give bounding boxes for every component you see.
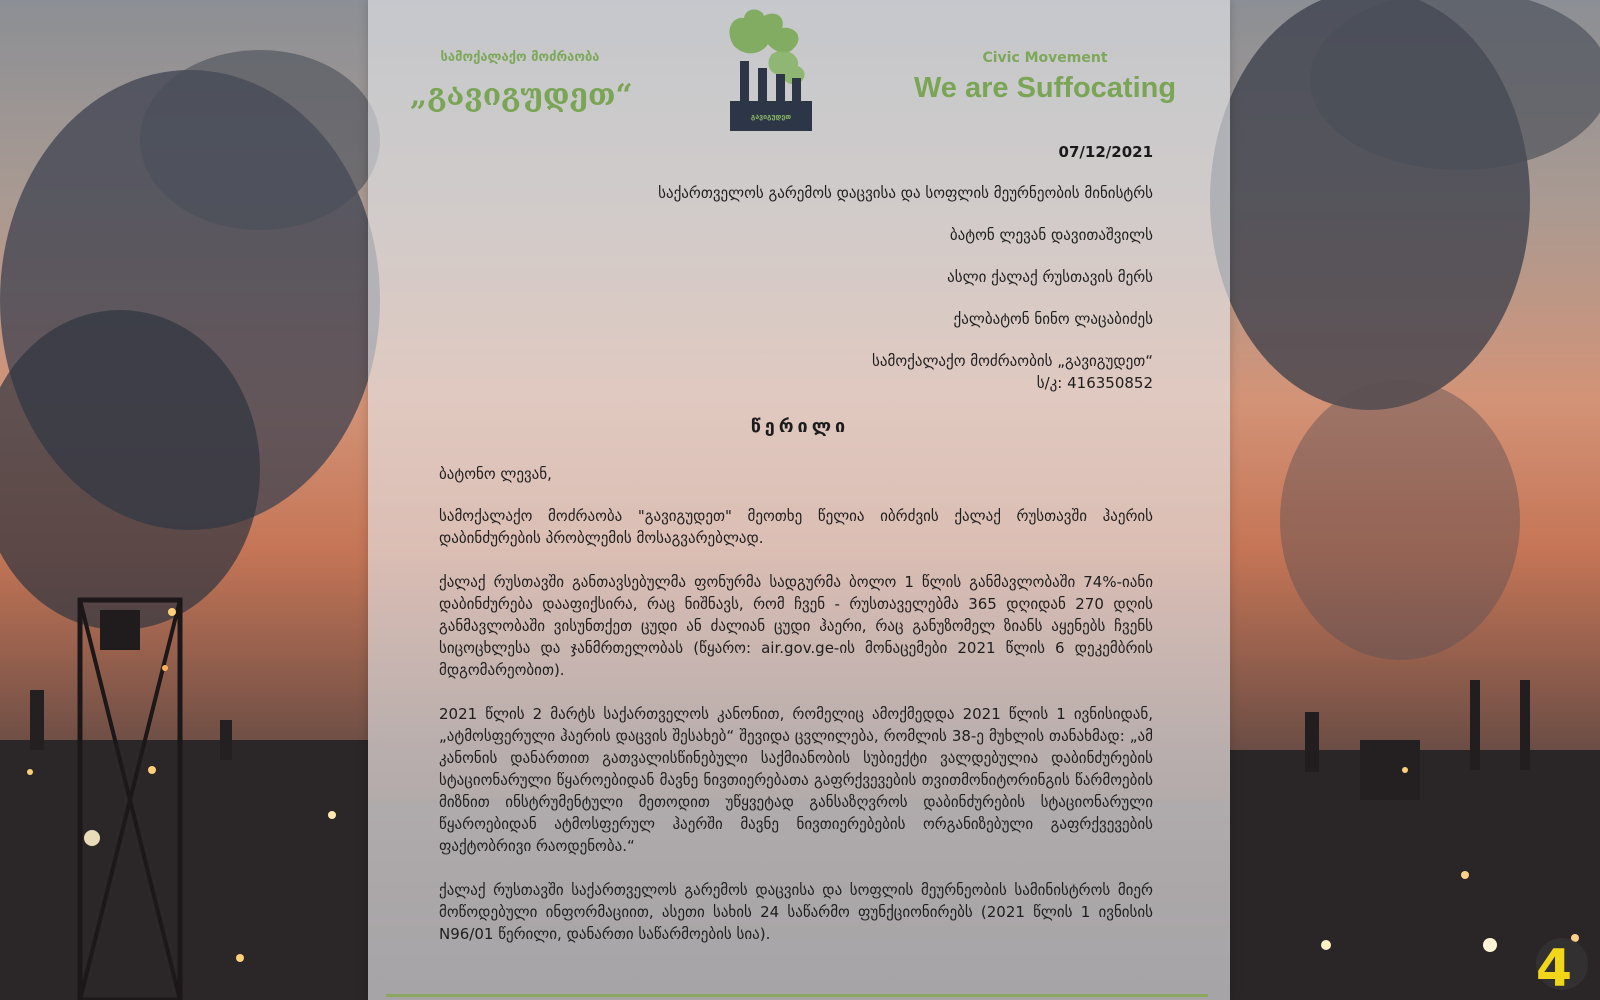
sender-id: ს/კ: 416350852 xyxy=(1036,374,1153,392)
recipient-line: საქართველოს გარემოს დაცვისა და სოფლის მეურნეობის მინისტრს xyxy=(658,184,1153,202)
watermark-number: 4 xyxy=(1535,939,1573,994)
header-left-subtitle: სამოქალაქო მოძრაობა xyxy=(440,50,600,65)
header-right-title: We are Suffocating xyxy=(913,72,1177,104)
paragraph: ქალაქ რუსთავში განთავსებულმა ფონურმა სადგურმა ბოლო 1 წლის განმავლობაში 74%-იანი დაბინძურება დააფიქსირა, რაც ნიშნავს, რომ ჩვენ - რუსთაველებმა 365 დღიდან 270 დღის განმავლობაში ვისუნთქეთ ცუდი ან ძალიან ცუდი ჰაერი, რაც განუზომელ ზიანს აყენებს ჩვენს სიცოცხლესა და ჯანმრთელობას (წყარო: air.gov.ge-ის მონაცემები 2021 წლის 6 დეკემბრის მდგომარეობით). xyxy=(439,573,1153,679)
letter-date: 07/12/2021 xyxy=(1058,143,1153,161)
logo-text: გავიგუდეთ xyxy=(750,113,792,121)
tv-channel-watermark xyxy=(1528,932,1588,994)
paragraph: სამოქალაქო მოძრაობა "გავიგუდეთ" მეოთხე წელია იბრძვის ქალაქ რუსთავში ჰაერის დაბინძურების პრობლემის მოსაგვარებლად. xyxy=(439,507,1153,547)
sender-line: სამოქალაქო მოძრაობის „გავიგუდეთ“ xyxy=(872,352,1153,370)
recipient-line: ასლი ქალაქ რუსთავის მერს xyxy=(947,268,1153,286)
factory-smoke-logo xyxy=(724,6,816,134)
paragraph: ქალაქ რუსთავში საქართველოს გარემოს დაცვისა და სოფლის მეურნეობის სამინისტროს მიერ მოწოდებული ინფორმაციით, ასეთი სახის 24 საწარმო ფუნქციონირებს (2021 წლის 1 ივნისის N96/01 წერილი, დანართი საწარმოების სია). xyxy=(439,881,1153,943)
bottom-divider xyxy=(386,994,1208,997)
recipient-line: ბატონ ლევან დავითაშვილს xyxy=(949,226,1153,244)
recipient-line: ქალბატონ ნინო ლაცაბიძეს xyxy=(953,310,1153,328)
header-left-title: „გავიგუდეთ“ xyxy=(410,78,633,113)
letter-title: წერილი xyxy=(750,416,850,437)
greeting: ბატონო ლევან, xyxy=(439,465,552,483)
header-right-subtitle: Civic Movement xyxy=(982,50,1108,66)
paragraph: 2021 წლის 2 მარტს საქართველოს კანონით, რომელიც ამოქმედდა 2021 წლის 1 ივნისიდან, „ატმოსფერული ჰაერის დაცვის შესახებ“ შევიდა ცვლილება, რომლის 38-ე მუხლის თანახმად: „ამ კანონის დანართით გათვალისწინებული საქმიანობის სუბიექტი ვალდებულია დაბინძურების სტაციონარული წყაროებიდან მავნე ნივთიერებათა გაფრქვევების თვითმონიტორინგის წარმოების მიზნით ინსტრუმენტული მეთოდით უწყვეტად განსაზღვროს დაბინძურების სტაციონარული წყაროებიდან ატმოსფერულ ჰაერში მავნე ნივთიერებების ორგანიზებული გაფრქვევების ფაქტობრივი რაოდენობა.“ xyxy=(439,705,1153,855)
